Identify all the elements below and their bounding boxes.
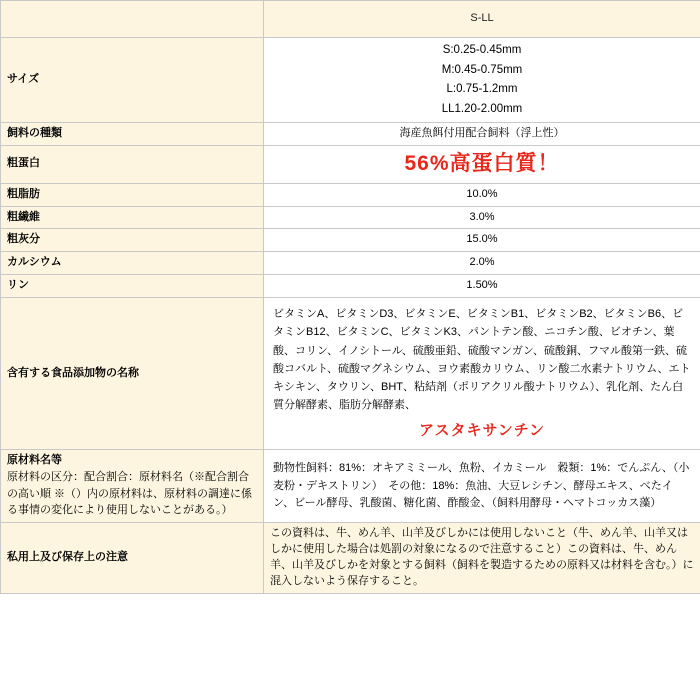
- row-value-ingredients: 動物性飼料：81%：オキアミミール、魚粉、イカミール 穀類：1%：でんぷん、（小麦粉・デキストリン） その他：18%：魚油、大豆レシチン、酵母エキス、べたイン、ビール酵母、乳酸菌、糖化菌、酢酸金、（飼料用酵母・ヘマトコッカス藻）: [264, 450, 700, 522]
- additives-text: ビタミンA、ビタミンD3、ビタミンE、ビタミンB1、ビタミンB2、ビタミンB6、ビタミンB12、ビタミンC、ビタミンK3、パントテン酸、ニコチン酸、ビオチン、葉酸、コリン、イノシトール、硫酸亜鉛、硫酸マンガン、硫酸銅、フマル酸第一鉄、硫酸コバルト、硫酸マグネシウム、ヨウ素酸カリウム、リン酸二水素ナトリウム、エトキシキン、タウリン、BHT、粘結剤（ポリアクリル酸ナトリウム）、乳化剤、たん白質分解酵素、脂肪分解酵素、: [273, 308, 691, 411]
- row-label-crude-protein: 粗蛋白: [1, 146, 264, 183]
- table-row: [1, 123, 700, 146]
- table-row: [1, 183, 700, 206]
- table-row: [1, 275, 700, 298]
- row-value-feed-type: 海産魚餌付用配合飼料（浮上性）: [264, 123, 700, 146]
- table-row: [1, 450, 700, 522]
- ingredients-label-note: 原材料の区分：配合割合：原材料名（※配合割合の高い順 ※（）内の原材料は、原材料の調達に係る事情の変化により使用しないことがある。）: [7, 471, 253, 517]
- table-row: [1, 38, 700, 123]
- size-line: LL1.20-2.00mm: [441, 102, 523, 115]
- protein-highlight-text: 高蛋白質！: [449, 152, 560, 176]
- size-line: L:0.75-1.2mm: [446, 83, 518, 96]
- row-value-crude-ash: 15.0%: [264, 229, 700, 252]
- table-row: [1, 206, 700, 229]
- row-label-calcium: カルシウム: [1, 252, 264, 275]
- row-value-usage-storage: この資料は、牛、めん羊、山羊及びしかには使用しないこと（牛、めん羊、山羊又はしかに使用した場合は処罰の対象になるので注意すること）この資料は、牛、めん羊、山羊及びしかを対象とする飼料（飼料を製造するための原料又は材料を含む。）に混入しないよう保存すること。: [264, 522, 700, 593]
- table-row: [1, 229, 700, 252]
- row-label-feed-type: 飼料の種類: [1, 123, 264, 146]
- table-row: [1, 252, 700, 275]
- row-value-crude-fat: 10.0%: [264, 183, 700, 206]
- table-row: [1, 298, 700, 450]
- table-row: [1, 146, 700, 183]
- row-label-crude-fat: 粗脂肪: [1, 183, 264, 206]
- row-label-size: サイズ: [1, 38, 264, 123]
- header-product-name: S-LL: [264, 1, 700, 38]
- row-label-crude-fiber: 粗繊維: [1, 206, 264, 229]
- astaxanthin-highlight: アスタキサンチン: [419, 422, 545, 440]
- row-value-phosphorus: 1.50%: [264, 275, 700, 298]
- row-label-additives: 含有する食品添加物の名称: [1, 298, 264, 450]
- row-label-crude-ash: 粗灰分: [1, 229, 264, 252]
- table-row: [1, 522, 700, 593]
- row-value-crude-protein: [264, 146, 700, 183]
- row-value-additives: [264, 298, 700, 450]
- size-line: M:0.45-0.75mm: [441, 63, 523, 76]
- row-value-crude-fiber: 3.0%: [264, 206, 700, 229]
- row-label-ingredients: [1, 450, 264, 522]
- table-header-row: [1, 1, 700, 38]
- row-value-calcium: 2.0%: [264, 252, 700, 275]
- header-label-cell: [1, 1, 264, 38]
- row-value-size: [264, 38, 700, 123]
- protein-percentage: 56%: [404, 152, 450, 176]
- row-label-usage-storage: 私用上及び保存上の注意: [1, 522, 264, 593]
- row-label-phosphorus: リン: [1, 275, 264, 298]
- size-line: S:0.25-0.45mm: [442, 44, 522, 56]
- ingredients-label-title: 原材料名等: [7, 454, 62, 467]
